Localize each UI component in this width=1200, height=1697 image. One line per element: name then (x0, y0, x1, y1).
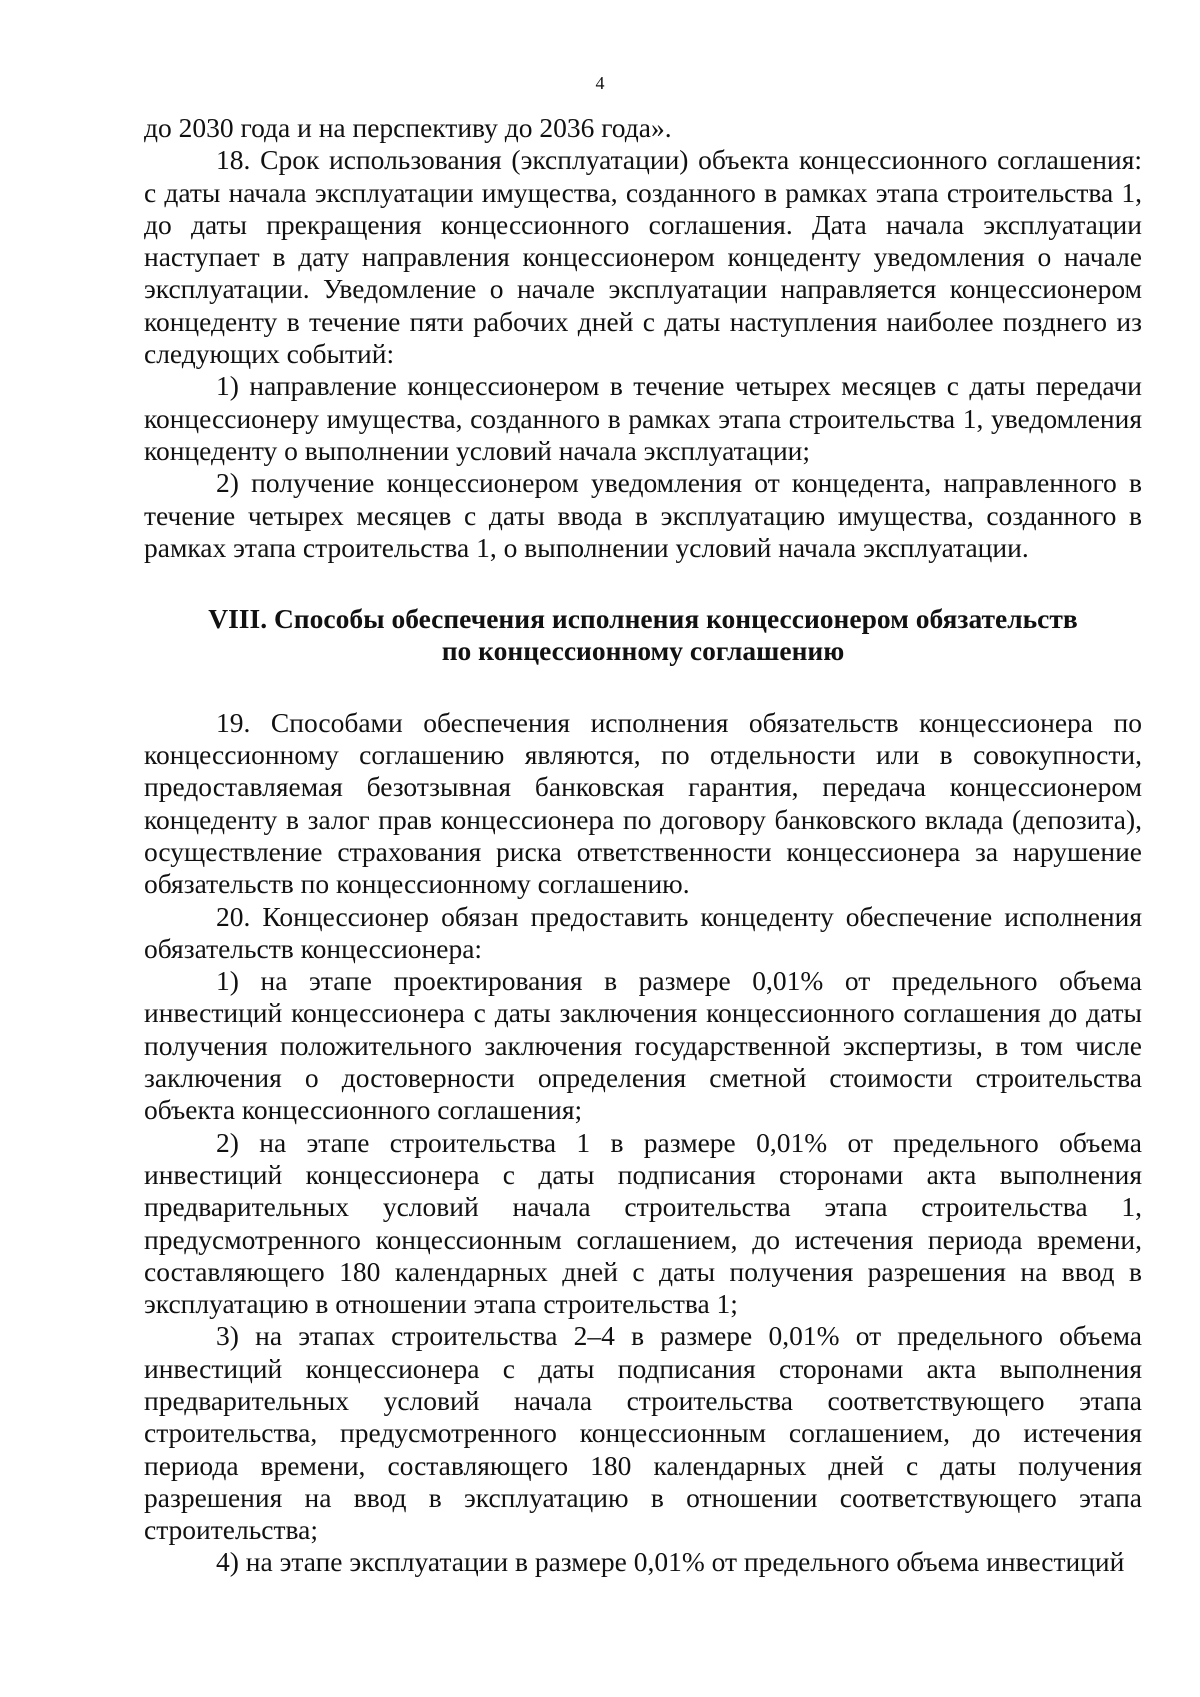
section-heading-line-2: по концессионному соглашению (441, 635, 845, 667)
paragraph-clause-20-item-3: 3) на этапах строительства 2–4 в размере 0,01% от предельного объема инвестиций концессионера с даты подписания сторонами акта выполнения предварительных условий начала строительства соответствующего этапа строительства, предусмотренного концессионным соглашением, до истечения периода времени, составляющего 180 календарных дней с даты получения разрешения на ввод в эксплуатацию в отношении соответствующего этапа строительства; (144, 1320, 1142, 1546)
paragraph-clause-20-item-1: 1) на этапе проектирования в размере 0,01% от предельного объема инвестиций концессионера с даты заключения концессионного соглашения до даты получения положительного заключения государственной экспертизы, в том числе заключения о достоверности определения сметной стоимости строительства объекта концессионного соглашения; (144, 965, 1142, 1126)
paragraph-clause-18-item-1: 1) направление концессионером в течение четырех месяцев с даты передачи концессионеру имущества, созданного в рамках этапа строительства 1, уведомления концеденту о выполнении условий начала эксплуатации; (144, 370, 1142, 466)
paragraph-clause-18: 18. Срок использования (эксплуатации) объекта концессионного соглашения: с даты начала эксплуатации имущества, созданного в рамках этапа строительства 1, до даты прекращения концессионного соглашения. Дата начала эксплуатации наступает в дату направления концессионером концеденту уведомления о начале эксплуатации. Уведомление о начале эксплуатации направляется концессионером концеденту в течение пяти рабочих дней с даты наступления наиболее позднего из следующих событий: (144, 144, 1142, 370)
paragraph-clause-18-item-2: 2) получение концессионером уведомления от концедента, направленного в течение четырех месяцев с даты ввода в эксплуатацию имущества, созданного в рамках этапа строительства 1, о выполнении условий начала эксплуатации. (144, 467, 1142, 563)
paragraph-clause-19: 19. Способами обеспечения исполнения обязательств концессионера по концессионному соглашению являются, по отдельности или в совокупности, предоставляемая безотзывная банковская гарантия, передача концессионером концеденту в залог прав концессионера по договору банковского вклада (депозита), осуществление страхования риска ответственности концессионера за нарушение обязательств по концессионному соглашению. (144, 706, 1142, 900)
paragraph-clause-20: 20. Концессионер обязан предоставить концеденту обеспечение исполнения обязательств концессионера: (144, 900, 1142, 964)
paragraph-clause-20-item-4: 4) на этапе эксплуатации в размере 0,01% от предельного объема инвестиций (216, 1546, 1125, 1578)
section-heading (144, 603, 1142, 668)
section-heading-line-1: VIII. Способы обеспечения исполнения концессионером обязательств (208, 603, 1078, 635)
paragraph-continuation: до 2030 года и на перспективу до 2036 года». (144, 112, 672, 143)
document-body (144, 112, 1142, 1579)
page-number: 4 (595, 73, 605, 93)
paragraph-clause-20-item-2: 2) на этапе строительства 1 в размере 0,01% от предельного объема инвестиций концессионера с даты подписания сторонами акта выполнения предварительных условий начала строительства этапа строительства 1, предусмотренного концессионным соглашением, до истечения периода времени, составляющего 180 календарных дней с даты получения разрешения на ввод в эксплуатацию в отношении этапа строительства 1; (144, 1126, 1142, 1320)
